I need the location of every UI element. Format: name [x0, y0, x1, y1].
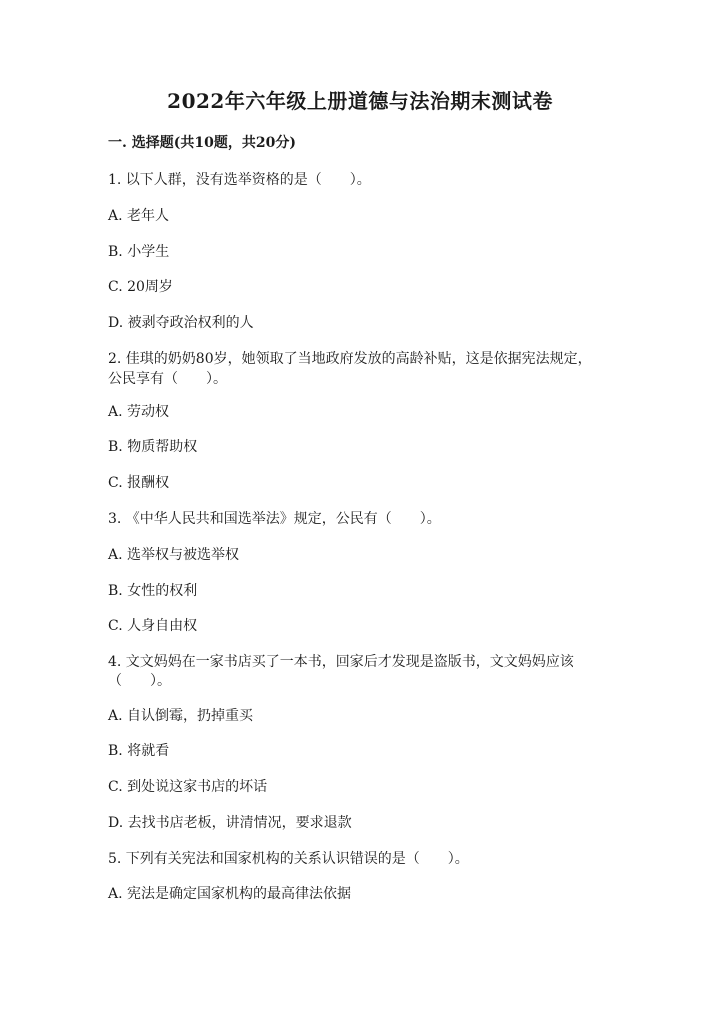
question-1-option-b: B. 小学生 [108, 244, 170, 260]
question-2-option-b: B. 物质帮助权 [108, 439, 198, 455]
question-4-option-b: B. 将就看 [108, 743, 170, 759]
question-4-option-c: C. 到处说这家书店的坏话 [108, 779, 268, 795]
page-title: 2022年六年级上册道德与法治期末测试卷 [167, 89, 553, 113]
question-3-option-c: C. 人身自由权 [108, 618, 198, 634]
question-4-stem-line2: （ ）。 [108, 673, 171, 689]
question-3-stem: 3. 《中华人民共和国选举法》规定，公民有（ ）。 [108, 511, 441, 527]
question-1-option-c: C. 20周岁 [108, 279, 173, 295]
question-2-stem-line2: 公民享有（ ）。 [108, 371, 227, 387]
question-5-option-a: A. 宪法是确定国家机构的最高律法依据 [108, 886, 352, 902]
question-2-stem-line1: 2. 佳琪的奶奶80岁，她领取了当地政府发放的高龄补贴，这是依据宪法规定， [108, 351, 592, 367]
question-4-option-d: D. 去找书店老板，讲清情况，要求退款 [108, 815, 352, 831]
question-4-stem-line1: 4. 文文妈妈在一家书店买了一本书，回家后才发现是盗版书，文文妈妈应该 [108, 654, 574, 670]
question-1-stem: 1. 以下人群，没有选举资格的是（ ）。 [108, 172, 371, 188]
question-3-option-a: A. 选举权与被选举权 [108, 547, 240, 563]
question-2-option-c: C. 报酬权 [108, 475, 170, 491]
question-4-option-a: A. 自认倒霉，扔掉重买 [108, 708, 254, 724]
question-1-option-d: D. 被剥夺政治权利的人 [108, 315, 254, 331]
question-1-option-a: A. 老年人 [108, 208, 170, 224]
question-2-option-a: A. 劳动权 [108, 404, 170, 420]
question-5-stem: 5. 下列有关宪法和国家机构的关系认识错误的是（ ）。 [108, 851, 469, 867]
section-heading: 一. 选择题(共10题，共20分) [108, 135, 296, 151]
question-3-option-b: B. 女性的权利 [108, 583, 198, 599]
